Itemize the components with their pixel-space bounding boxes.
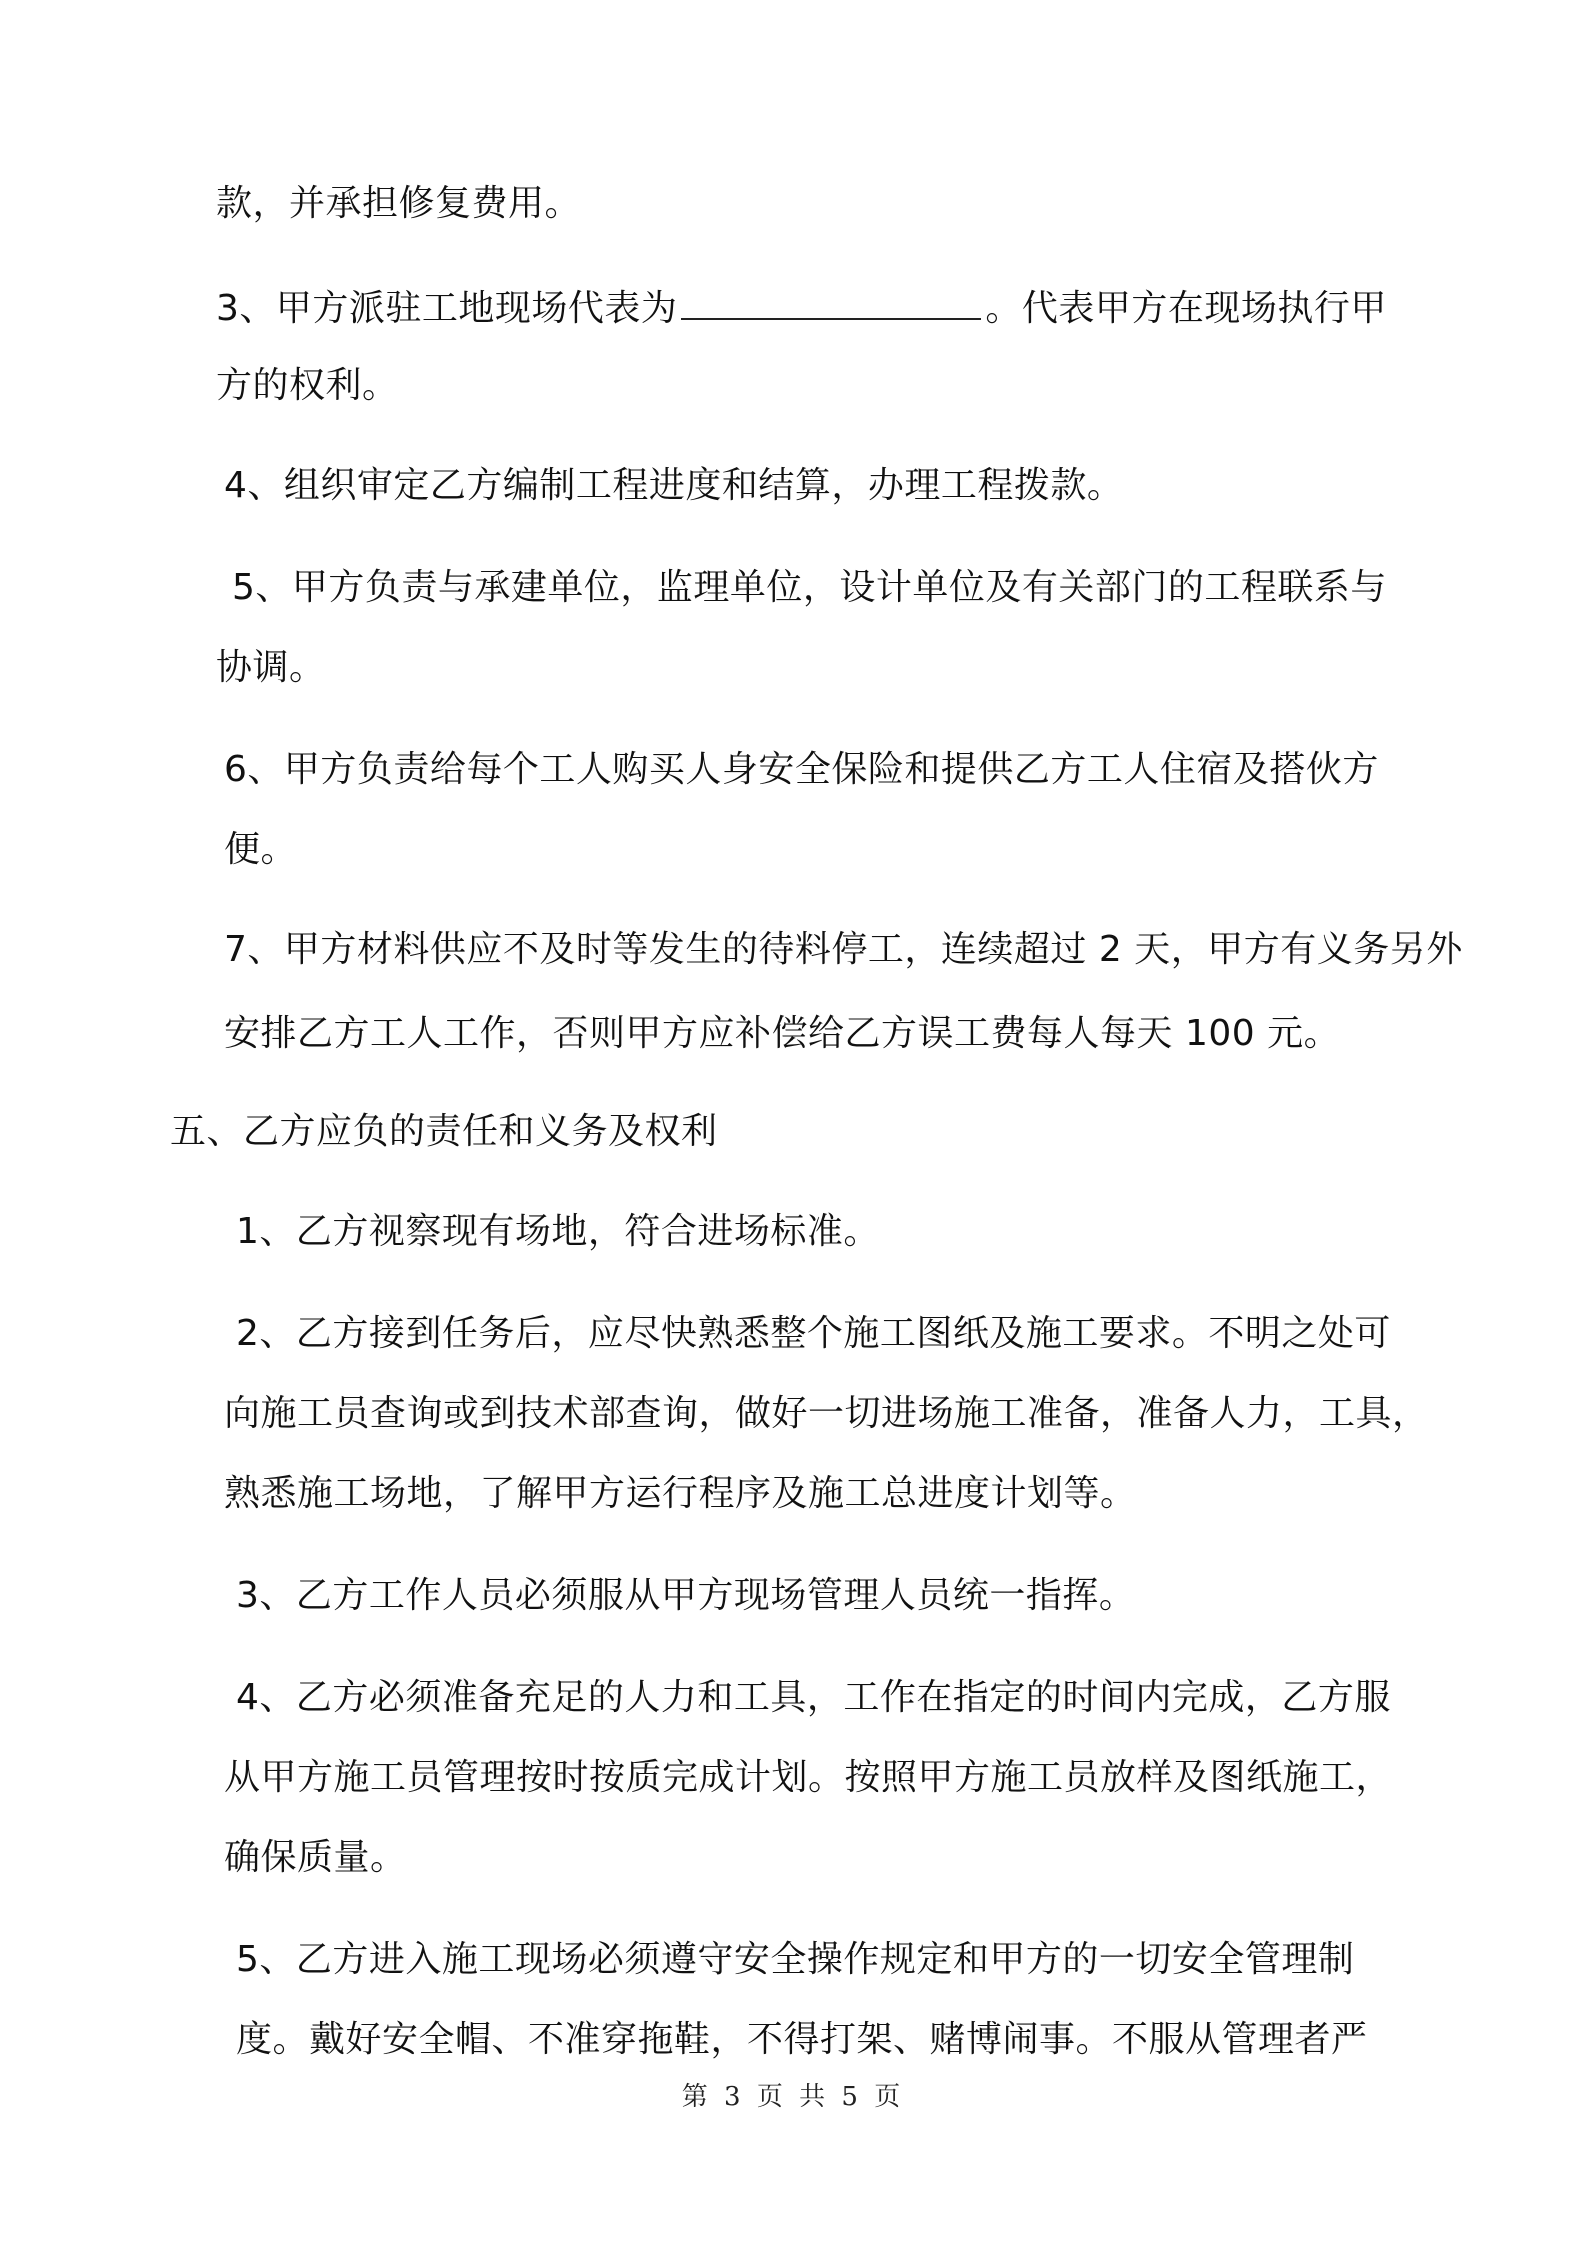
text-line: 5、乙方进入施工现场必须遵守安全操作规定和甲方的一切安全管理制 <box>236 1939 1355 1980</box>
text-line: 从甲方施工员管理按时按质完成计划。按照甲方施工员放样及图纸施工， <box>224 1757 1393 1798</box>
signature-blank-field[interactable] <box>681 282 981 320</box>
text-line: 熟悉施工场地，了解甲方运行程序及施工总进度计划等。 <box>224 1473 1137 1514</box>
text-segment: 3、甲方派驻工地现场代表为 <box>216 288 678 329</box>
text-line: 款，并承担修复费用。 <box>216 183 582 224</box>
text-line: 度。戴好安全帽、不准穿拖鞋，不得打架、赌博闹事。不服从管理者严 <box>236 2019 1368 2060</box>
text-segment: 。代表甲方在现场执行甲 <box>985 288 1387 329</box>
page-number-footer: 第 3 页 共 5 页 <box>681 2082 905 2112</box>
text-line: 5、甲方负责与承建单位，监理单位，设计单位及有关部门的工程联系与 <box>232 567 1387 608</box>
text-line: 确保质量。 <box>224 1837 407 1878</box>
text-line: 便。 <box>224 829 298 870</box>
text-line: 4、组织审定乙方编制工程进度和结算，办理工程拨款。 <box>224 465 1124 506</box>
text-line-with-blank <box>216 282 1387 333</box>
text-line: 6、甲方负责给每个工人购买人身安全保险和提供乙方工人住宿及搭伙方 <box>224 749 1379 790</box>
text-line: 7、甲方材料供应不及时等发生的待料停工，连续超过 2 天，甲方有义务另外 <box>224 929 1463 970</box>
text-line: 安排乙方工人工作，否则甲方应补偿给乙方误工费每人每天 100 元。 <box>224 1013 1341 1054</box>
text-line: 协调。 <box>216 647 326 688</box>
text-line: 方的权利。 <box>216 365 399 406</box>
text-line: 3、乙方工作人员必须服从甲方现场管理人员统一指挥。 <box>236 1575 1136 1616</box>
section-heading: 五、乙方应负的责任和义务及权利 <box>170 1111 718 1152</box>
text-line: 1、乙方视察现有场地，符合进场标准。 <box>236 1211 880 1252</box>
text-line: 2、乙方接到任务后，应尽快熟悉整个施工图纸及施工要求。不明之处可 <box>236 1313 1391 1354</box>
text-line: 4、乙方必须准备充足的人力和工具，工作在指定的时间内完成，乙方服 <box>236 1677 1391 1718</box>
text-line: 向施工员查询或到技术部查询，做好一切进场施工准备，准备人力，工具， <box>224 1393 1429 1434</box>
